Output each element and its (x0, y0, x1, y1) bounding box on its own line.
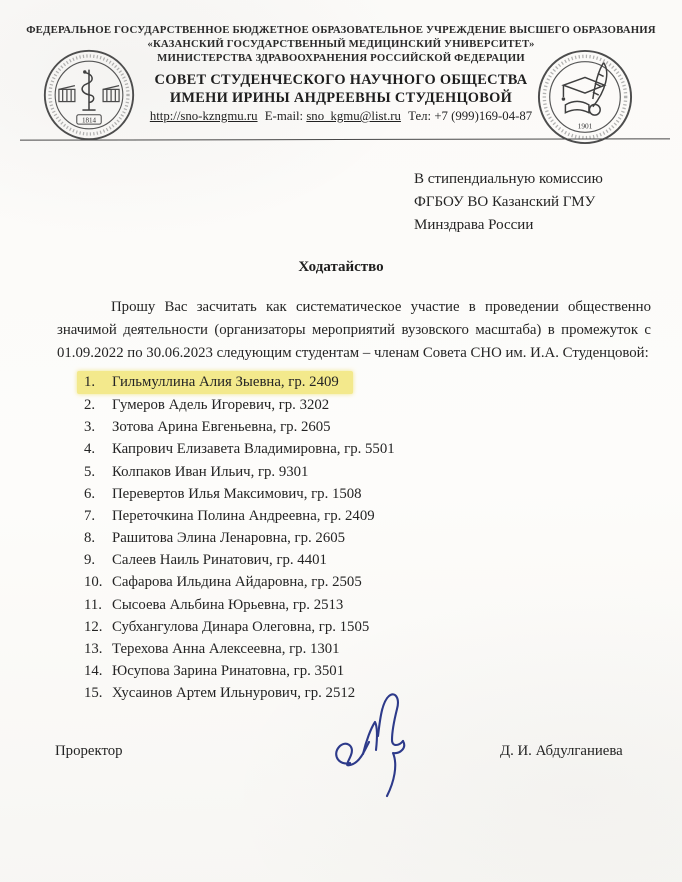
student-name: Юсупова Зарина Ринатовна, гр. 3501 (112, 663, 345, 680)
document-title: Ходатайство (298, 259, 384, 275)
contacts-line (0, 109, 682, 124)
student-number: 9. (84, 552, 96, 569)
society-line-2: ИМЕНИ ИРИНЫ АНДРЕЕВНЫ СТУДЕНЦОВОЙ (169, 89, 513, 106)
society-name-block (0, 72, 682, 107)
recipient-line-1: В стипендиальную комиссию (414, 171, 603, 187)
student-number: 7. (84, 507, 96, 524)
student-list-item (84, 371, 395, 394)
phone-label: Тел: (408, 109, 432, 123)
student-name: Салеев Наиль Ринатович, гр. 4401 (112, 552, 327, 569)
student-name: Капрович Елизавета Владимировна, гр. 5501 (112, 441, 395, 458)
handwritten-signature (320, 683, 430, 808)
student-number: 8. (84, 530, 96, 547)
seal-year: 1814 (81, 116, 97, 125)
org-line-2: «КАЗАНСКИЙ ГОСУДАРСТВЕННЫЙ МЕДИЦИНСКИЙ УНИВЕРСИТЕТ» (147, 38, 535, 51)
student-number: 2. (84, 397, 96, 414)
student-name: Колпаков Иван Ильич, гр. 9301 (112, 463, 309, 480)
student-name: Зотова Арина Евгеньевна, гр. 2605 (112, 419, 331, 436)
student-number: 3. (84, 419, 96, 436)
email-label: E-mail: (264, 109, 304, 123)
student-list-item (84, 416, 395, 438)
student-list-item (84, 527, 395, 549)
student-number: 1. (84, 374, 96, 390)
organization-name-block (0, 23, 682, 66)
student-name: Рашитова Элина Ленаровна, гр. 2605 (112, 530, 346, 547)
website-url: http://sno-kzngmu.ru (149, 109, 258, 123)
email-address: sno_kgmu@list.ru (306, 109, 401, 123)
student-list-item (84, 461, 395, 483)
student-name: Переточкина Полина Андреевна, гр. 2409 (112, 507, 375, 524)
student-list-item (84, 483, 395, 505)
students-list (84, 371, 395, 704)
student-name: Хусаинов Артем Ильнурович, гр. 2512 (112, 685, 356, 702)
seal-year: 1901 (577, 121, 593, 131)
society-line-1: СОВЕТ СТУДЕНЧЕСКОГО НАУЧНОГО ОБЩЕСТВА (154, 72, 528, 88)
student-name: Гильмуллина Алия Зыевна, гр. 2409 (112, 374, 339, 390)
student-list-item (84, 616, 395, 638)
student-name: Сафарова Ильдина Айдаровна, гр. 2505 (112, 574, 362, 591)
org-line-3: МИНИСТЕРСТВА ЗДРАВООХРАНЕНИЯ РОССИЙСКОЙ ФЕДЕРАЦИИ (157, 52, 525, 65)
student-name: Гумеров Адель Игоревич, гр. 3202 (112, 397, 330, 414)
student-number: 15. (84, 685, 103, 702)
recipient-line-3: Минздрава России (414, 217, 534, 234)
student-list-item (84, 660, 395, 682)
recipient-line-2: ФГБОУ ВО Казанский ГМУ (414, 194, 596, 211)
student-number: 11. (84, 596, 102, 613)
student-list-item (84, 594, 395, 616)
student-number: 14. (84, 663, 103, 680)
student-number: 12. (84, 618, 103, 635)
student-number: 13. (84, 640, 103, 657)
student-list-item (84, 549, 395, 571)
signer-role: Проректор (55, 743, 123, 759)
student-list-item (84, 394, 395, 416)
student-name: Перевертов Илья Максимович, гр. 1508 (112, 485, 362, 502)
student-name: Субхангулова Динара Олеговна, гр. 1505 (112, 618, 370, 635)
org-line-1: ФЕДЕРАЛЬНОЕ ГОСУДАРСТВЕННОЕ БЮДЖЕТНОЕ ОБРАЗОВАТЕЛЬНОЕ УЧРЕЖДЕНИЕ ВЫСШЕГО ОБРАЗОВАНИЯ (26, 24, 656, 36)
student-number: 6. (84, 485, 96, 502)
student-name: Терехова Анна Алексеевна, гр. 1301 (112, 640, 340, 657)
student-number: 4. (84, 441, 96, 458)
student-name: Сысоева Альбина Юрьевна, гр. 2513 (112, 596, 344, 613)
student-list-item (84, 638, 395, 660)
student-list-item (84, 438, 395, 460)
student-number: 5. (84, 463, 96, 480)
student-list-item (84, 505, 395, 527)
phone-number: +7 (999)169-04-87 (434, 109, 533, 123)
recipient-block (414, 168, 603, 238)
student-list-item (84, 571, 395, 593)
student-number: 10. (84, 574, 103, 591)
signer-name: Д. И. Абдулганиева (500, 743, 623, 759)
highlighted-row (77, 371, 353, 394)
body-paragraph: Прошу Вас засчитать как систематическое участие в проведении общественно значимой деятельности (организаторы мероприятий вузовского масштаба) в промежуток с 01.09.2022 по 30.06.2023 следующим студентам – членам Совета СНО им. И.А. Студенцовой: (57, 299, 651, 362)
